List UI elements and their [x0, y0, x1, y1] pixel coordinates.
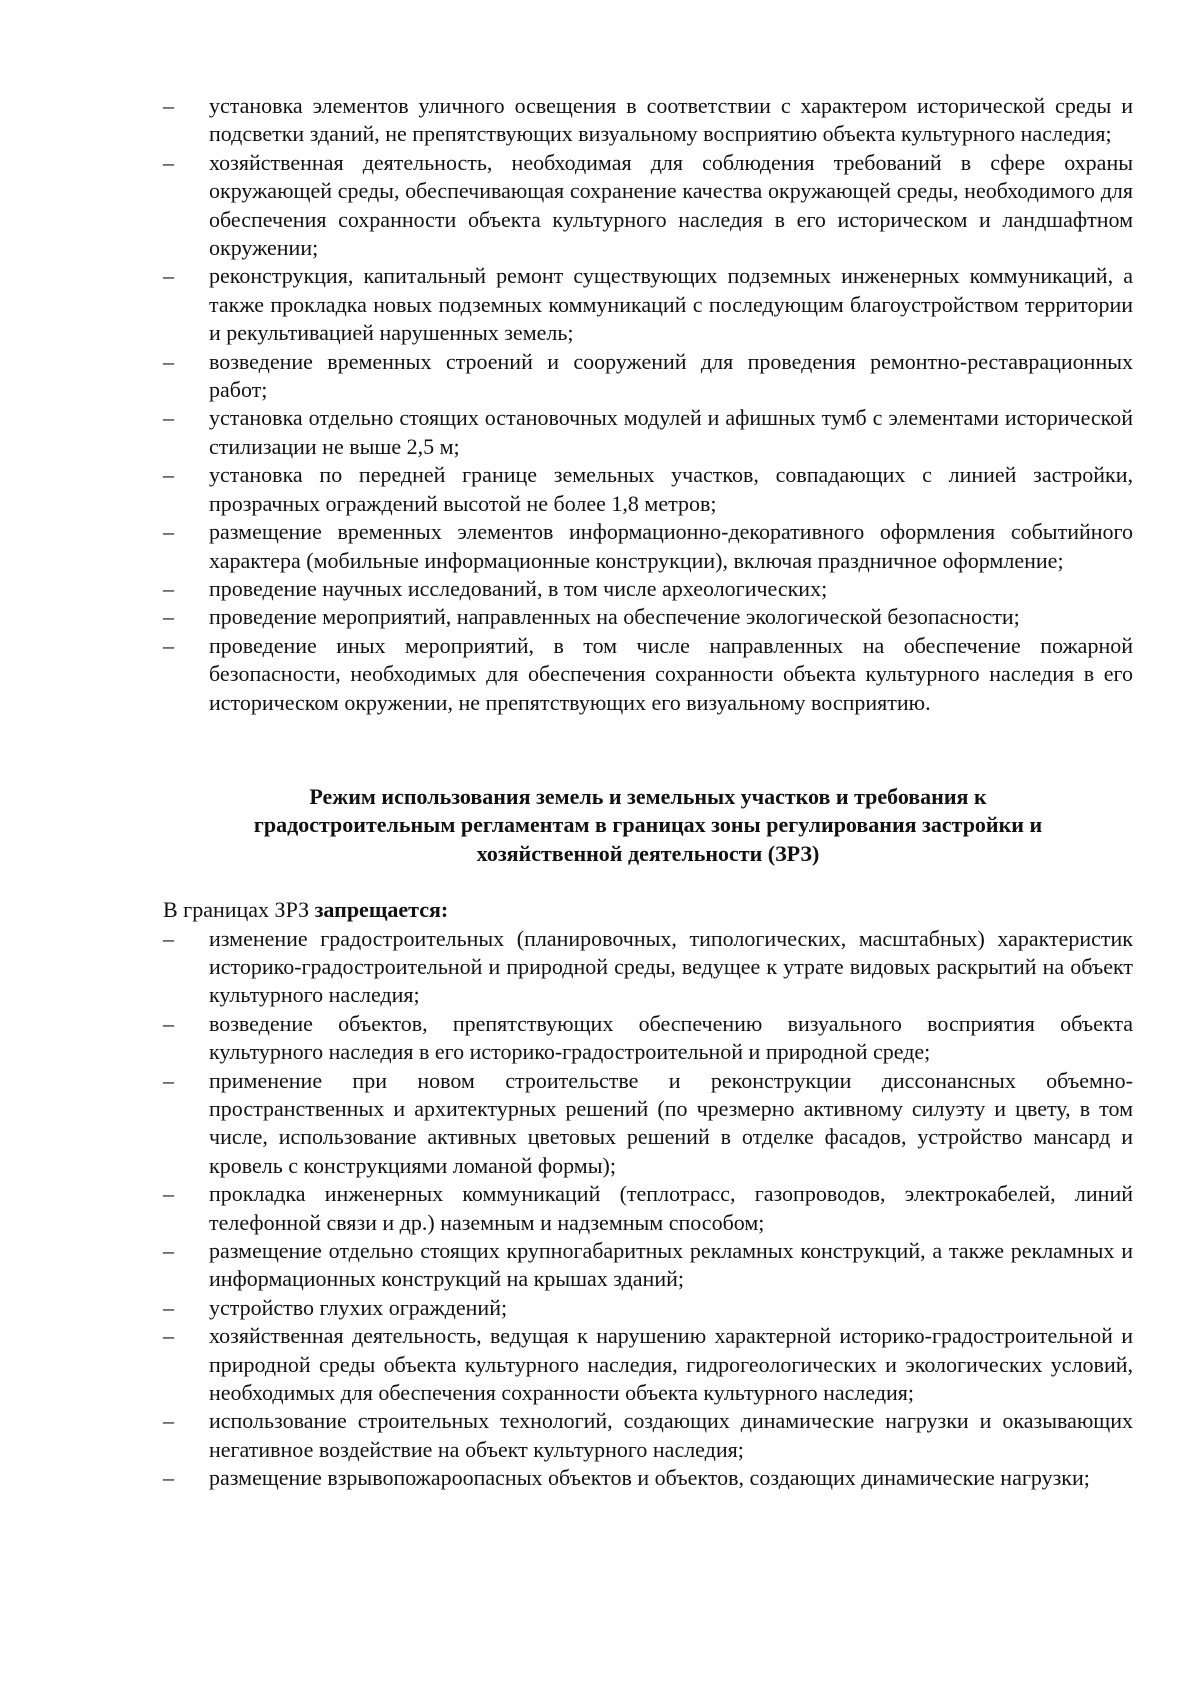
intro-emphasis: запрещается:	[314, 897, 449, 923]
list-item: – возведение временных строений и сооружений для проведения ремонтно-реставрационных работ;	[163, 348, 1133, 405]
list-item: – устройство глухих ограждений;	[163, 1294, 1133, 1322]
permitted-activities-list	[163, 92, 1133, 717]
heading-line: градостроительным регламентам в границах зоны регулирования застройки и	[253, 812, 1043, 838]
list-item: – проведение иных мероприятий, в том числе направленных на обеспечение пожарной безопасности, необходимых для обеспечения сохранности объекта культурного наследия в его историческом окружении, не препятствующих его визуальному восприятию.	[163, 632, 1133, 717]
list-item: – размещение отдельно стоящих крупногабаритных рекламных конструкций, а также рекламных и информационных конструкций на крышах зданий;	[163, 1237, 1133, 1294]
list-item: – возведение объектов, препятствующих обеспечению визуального восприятия объекта культурного наследия в его историко-градостроительной и природной среде;	[163, 1010, 1133, 1067]
list-item: – размещение временных элементов информационно-декоративного оформления событийного характера (мобильные информационные конструкции), включая праздничное оформление;	[163, 518, 1133, 575]
heading-line: Режим использования земель и земельных участков и требования к	[309, 783, 987, 809]
section-heading	[163, 783, 1133, 868]
list-item: – использование строительных технологий, создающих динамические нагрузки и оказывающих негативное воздействие на объект культурного наследия;	[163, 1407, 1133, 1464]
list-item: – установка элементов уличного освещения в соответствии с характером исторической среды и подсветки зданий, не препятствующих визуальному восприятию объекта культурного наследия;	[163, 92, 1133, 149]
prohibition-intro	[163, 896, 1133, 924]
list-item: – проведение мероприятий, направленных на обеспечение экологической безопасности;	[163, 603, 1133, 631]
list-item: – применение при новом строительстве и реконструкции диссонансных объемно-пространственных и архитектурных решений (по чрезмерно активному силуэту и цвету, в том числе, использование активных цветовых решений в отделке фасадов, устройство мансард и кровель с конструкциями ломаной формы);	[163, 1067, 1133, 1181]
document-content	[163, 92, 1133, 1493]
list-item: – размещение взрывопожароопасных объектов и объектов, создающих динамические нагрузки;	[163, 1464, 1133, 1492]
list-item: – хозяйственная деятельность, ведущая к нарушению характерной историко-градостроительной и природной среды объекта культурного наследия, гидрогеологических и экологических условий, необходимых для обеспечения сохранности объекта культурного наследия;	[163, 1322, 1133, 1407]
list-item: – хозяйственная деятельность, необходимая для соблюдения требований в сфере охраны окружающей среды, обеспечивающая сохранение качества окружающей среды, необходимого для обеспечения сохранности объекта культурного наследия в его историческом и ландшафтном окружении;	[163, 149, 1133, 263]
intro-prefix: В границах ЗРЗ	[163, 897, 315, 923]
heading-line: хозяйственной деятельности (ЗРЗ)	[476, 840, 820, 866]
list-item: – установка отдельно стоящих остановочных модулей и афишных тумб с элементами исторической стилизации не выше 2,5 м;	[163, 404, 1133, 461]
prohibited-activities-list	[163, 925, 1133, 1493]
list-item: – установка по передней границе земельных участков, совпадающих с линией застройки, прозрачных ограждений высотой не более 1,8 метров;	[163, 461, 1133, 518]
list-item: – реконструкция, капитальный ремонт существующих подземных инженерных коммуникаций, а также прокладка новых подземных коммуникаций с последующим благоустройством территории и рекультивацией нарушенных земель;	[163, 262, 1133, 347]
list-item: – изменение градостроительных (планировочных, типологических, масштабных) характеристик историко-градостроительной и природной среды, ведущее к утрате видовых раскрытий на объект культурного наследия;	[163, 925, 1133, 1010]
list-item: – проведение научных исследований, в том числе археологических;	[163, 575, 1133, 603]
list-item: – прокладка инженерных коммуникаций (теплотрасс, газопроводов, электрокабелей, линий телефонной связи и др.) наземным и надземным способом;	[163, 1180, 1133, 1237]
